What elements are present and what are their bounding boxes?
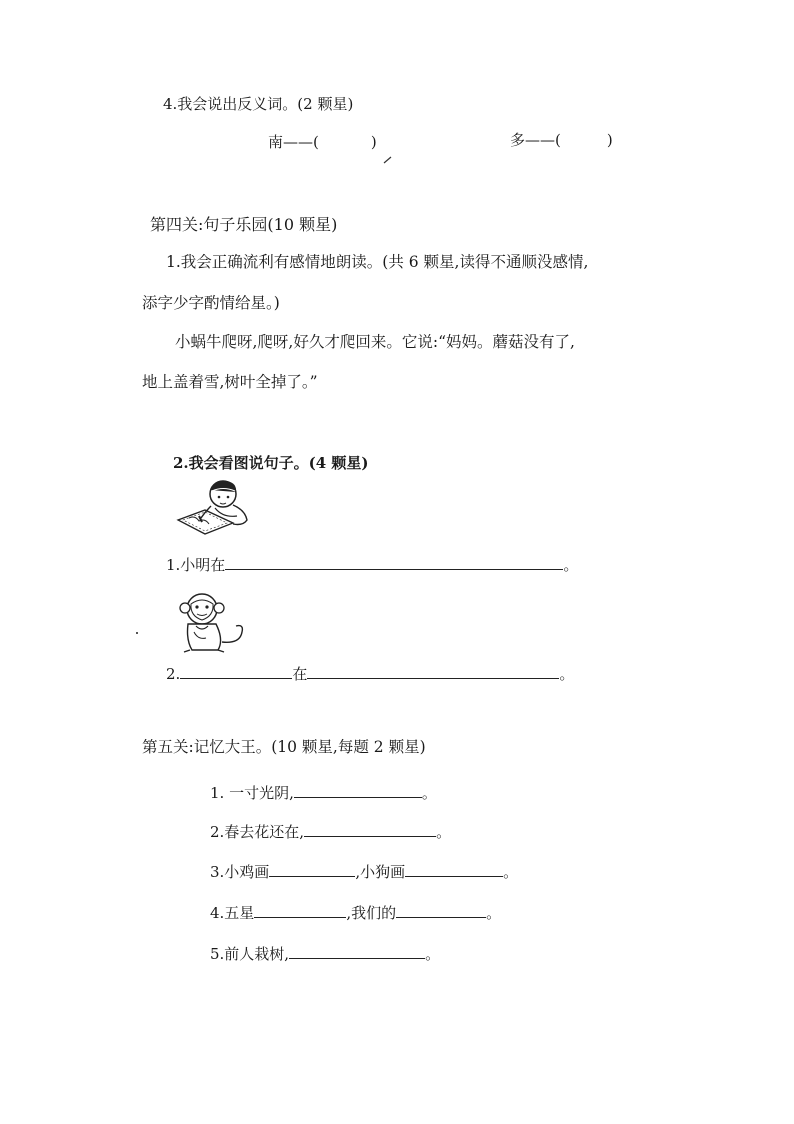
section4-q1-line2: 添字少字酌情给星。) bbox=[142, 294, 280, 312]
memory-item-1 bbox=[210, 783, 437, 801]
memory-item-5-text: 5.前人栽树, bbox=[210, 945, 290, 963]
section4-q2-title: 2.我会看图说句子。(4 颗星) bbox=[173, 454, 369, 472]
memory-item-3-text-a: 3.小鸡画 bbox=[210, 863, 270, 881]
answer-blank-a[interactable] bbox=[254, 903, 346, 918]
monkey-illustration bbox=[178, 592, 250, 660]
answer-blank-a[interactable] bbox=[269, 862, 355, 877]
sentence-item-1-end: 。 bbox=[563, 556, 579, 574]
q4-title: 4.我会说出反义词。(2 颗星) bbox=[163, 95, 354, 113]
antonym-item-1 bbox=[268, 135, 377, 150]
sentence-item-1 bbox=[166, 555, 578, 573]
answer-blank[interactable] bbox=[289, 944, 425, 959]
memory-item-5-end: 。 bbox=[425, 945, 441, 963]
memory-item-4-end: 。 bbox=[486, 904, 502, 922]
memory-item-1-end: 。 bbox=[421, 784, 437, 802]
pen-mark bbox=[382, 150, 394, 169]
memory-item-3-text-b: ,小狗画 bbox=[355, 863, 406, 881]
boy-drawing-illustration bbox=[175, 478, 265, 540]
sentence-item-2-mid: 在 bbox=[292, 665, 308, 683]
sentence-item-2-end: 。 bbox=[559, 665, 575, 683]
memory-item-2 bbox=[210, 822, 451, 840]
answer-blank[interactable] bbox=[304, 822, 436, 837]
antonym-item-1-close: ) bbox=[370, 133, 377, 151]
passage-line2: 地上盖着雪,树叶全掉了。” bbox=[142, 373, 318, 391]
sentence-item-2 bbox=[166, 664, 574, 682]
answer-blank[interactable] bbox=[294, 783, 422, 798]
passage-line1: 小蜗牛爬呀,爬呀,好久才爬回来。它说:“妈妈。蘑菇没有了, bbox=[175, 333, 575, 351]
antonym-item-1-word: 南——( bbox=[268, 133, 319, 151]
antonym-item-2-word: 多——( bbox=[510, 131, 561, 149]
sentence-item-1-prefix: 1.小明在 bbox=[166, 556, 226, 574]
memory-item-5 bbox=[210, 944, 440, 962]
sentence-item-2-prefix: 2. bbox=[166, 665, 181, 683]
memory-item-3-end: 。 bbox=[503, 863, 519, 881]
antonym-item-2-close: ) bbox=[606, 131, 613, 149]
antonym-item-2 bbox=[510, 133, 613, 148]
section4-title: 第四关:句子乐园(10 颗星) bbox=[150, 215, 338, 234]
memory-item-4-text-b: ,我们的 bbox=[346, 904, 397, 922]
memory-item-4 bbox=[210, 903, 501, 921]
memory-item-2-text: 2.春去花还在, bbox=[210, 823, 305, 841]
memory-item-1-text: 1. 一寸光阴, bbox=[210, 784, 294, 802]
memory-item-3 bbox=[210, 862, 518, 880]
scan-dot bbox=[136, 632, 138, 634]
answer-blank-b[interactable] bbox=[396, 903, 486, 918]
answer-blank[interactable] bbox=[225, 555, 563, 570]
section5-title: 第五关:记忆大王。(10 颗星,每题 2 颗星) bbox=[142, 738, 426, 756]
section4-q1-line1: 1.我会正确流利有感情地朗读。(共 6 颗星,读得不通顺没感情, bbox=[166, 253, 589, 271]
answer-blank-action[interactable] bbox=[307, 664, 559, 679]
memory-item-4-text-a: 4.五星 bbox=[210, 904, 255, 922]
answer-blank-b[interactable] bbox=[405, 862, 503, 877]
memory-item-2-end: 。 bbox=[436, 823, 452, 841]
answer-blank-subject[interactable] bbox=[180, 664, 292, 679]
